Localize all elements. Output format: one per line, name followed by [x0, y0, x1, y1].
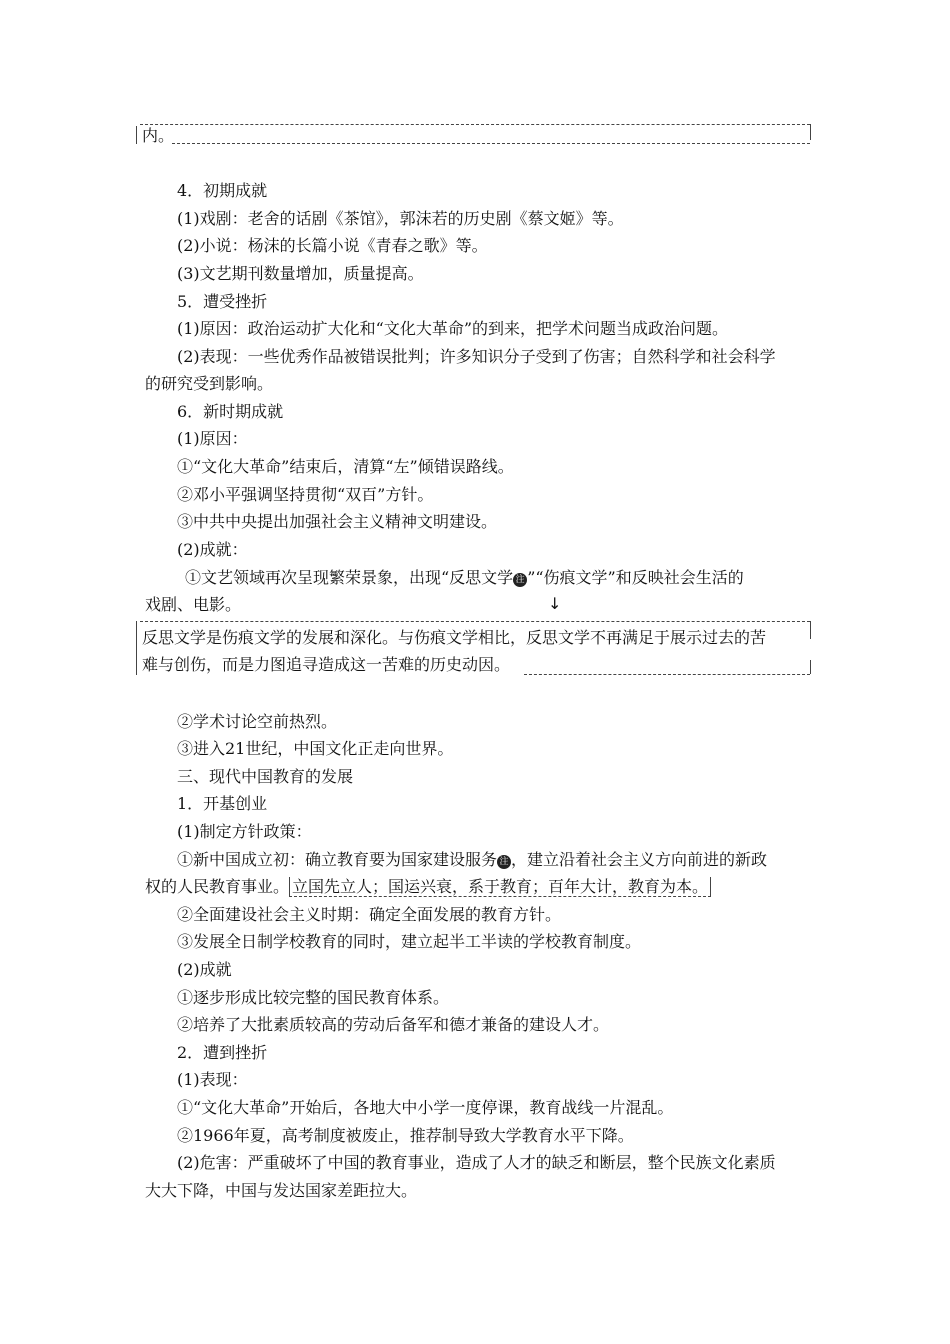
note-box-2-top-border: [140, 621, 810, 622]
part-3-policy-3: ③发展全日制学校教育的同时，建立起半工半读的学校教育制度。: [177, 932, 642, 951]
policy-1-text-b: ，建立沿着社会主义方向前进的新政: [511, 850, 768, 869]
section-5-performance-line-1: (2)表现：一些优秀作品被错误批判；许多知识分子受到了伤害；自然科学和社会科学: [177, 347, 776, 366]
note-box-2-right-tick: [810, 621, 811, 639]
section-5-title: 5．遭受挫折: [177, 292, 268, 311]
part-3-result-2: ②培养了大批素质较高的劳动后备军和德才兼备的建设人才。: [177, 1015, 610, 1034]
part-3-perf-1: ①“文化大革命”开始后，各地大中小学一度停课，教育战线一片混乱。: [177, 1098, 674, 1117]
note-box-right-tick: [810, 124, 811, 140]
section-4-item-3: (3)文艺期刊数量增加，质量提高。: [177, 264, 424, 283]
part-3-harm-line-2: 大大下降，中国与发达国家差距拉大。: [145, 1181, 418, 1200]
section-6-title: 6．新时期成就: [177, 402, 284, 421]
section-5-reason: (1)原因：政治运动扩大化和“文化大革命”的到来，把学术问题当成政治问题。: [177, 319, 729, 338]
section-6-reason-title: (1)原因：: [177, 429, 248, 448]
achievement-1-text-a: ①文艺领域再次呈现繁荣景象，出现“反思文学: [185, 568, 514, 587]
note-box-2-bottom-border: [524, 674, 810, 675]
note-box-bottom-border: [172, 143, 810, 144]
note-box-text: 内。: [142, 126, 175, 145]
part-3-perf-title: (1)表现：: [177, 1070, 248, 1089]
part-3-result-title: (2)成就: [177, 960, 232, 979]
section-4-title: 4．初期成就: [177, 181, 268, 200]
part-3-policy-1: [177, 849, 767, 871]
part-3-sub-2-title: 2．遭到挫折: [177, 1043, 268, 1062]
note-marker-icon: 注: [513, 573, 527, 587]
section-4-item-2: (2)小说：杨沫的长篇小说《青春之歌》等。: [177, 236, 488, 255]
policy-1-text-a: ①新中国成立初：确立教育要为国家建设服务: [177, 850, 498, 869]
note-box-2-right-tick-lower: [810, 660, 811, 674]
note-box-2-line-1: 反思文学是伤痕文学的发展和深化。与伤痕文学相比，反思文学不再满足于展示过去的苦: [142, 628, 767, 647]
section-6-reason-2: ②邓小平强调坚持贯彻“双百”方针。: [177, 485, 434, 504]
note-box-left-tick: [136, 126, 137, 144]
section-6-achievement-1: [185, 567, 744, 589]
section-5-performance-line-2: 的研究受到影响。: [145, 374, 274, 393]
section-6-achievement-3: ③进入21世纪，中国文化正走向世界。: [177, 739, 454, 758]
part-3-harm-line-1: (2)危害：严重破坏了中国的教育事业，造成了人才的缺乏和断层，整个民族文化素质: [177, 1153, 776, 1172]
part-3-sub-1-title: 1．开基创业: [177, 794, 268, 813]
part-3-policy-1-line-2: [145, 876, 711, 898]
section-4-item-1: (1)戏剧：老舍的话剧《茶馆》，郭沫若的历史剧《蔡文姬》等。: [177, 209, 624, 228]
part-3-result-1: ①逐步形成比较完整的国民教育体系。: [177, 988, 450, 1007]
policy-1-line-2-text: 权的人民教育事业。: [145, 877, 290, 896]
part-3-title: 三、现代中国教育的发展: [177, 767, 354, 786]
part-3-policy-title: (1)制定方针政策：: [177, 822, 312, 841]
note-box-2-line-2: 难与创伤，而是力图追寻造成这一苦难的历史动因。: [142, 655, 511, 674]
note-box-top-border: [140, 124, 810, 125]
policy-1-note: 立国先立人；国运兴衰，系于教育；百年大计，教育为本。: [289, 877, 711, 897]
section-6-achievement-2: ②学术讨论空前热烈。: [177, 712, 338, 731]
note-marker-icon-2: 注: [497, 855, 511, 869]
section-6-reason-3: ③中共中央提出加强社会主义精神文明建设。: [177, 512, 498, 531]
down-arrow-icon: ↓: [548, 594, 562, 613]
note-box-2-left-tick: [136, 621, 137, 675]
achievement-1-text-b: ”“伤痕文学”和反映社会生活的: [527, 568, 744, 587]
part-3-perf-2: ②1966年夏，高考制度被废止，推荐制导致大学教育水平下降。: [177, 1126, 634, 1145]
section-6-achievement-title: (2)成就：: [177, 540, 248, 559]
section-6-achievement-1-line-2: 戏剧、电影。: [145, 595, 242, 614]
part-3-policy-2: ②全面建设社会主义时期：确定全面发展的教育方针。: [177, 905, 562, 924]
section-6-reason-1: ①“文化大革命”结束后，清算“左”倾错误路线。: [177, 457, 514, 476]
